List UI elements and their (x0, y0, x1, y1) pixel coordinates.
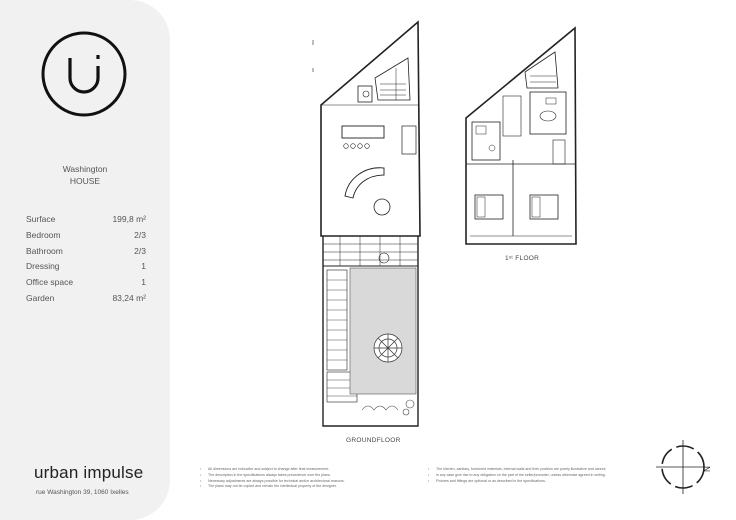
first-floor-plan (170, 0, 736, 520)
spec-row-bedroom (26, 230, 146, 246)
note-item: • The kitchen, sanitary, furnitured materials, internal walls and their position are purely illustrative and cannot (428, 467, 638, 473)
compass-north-label: N (702, 466, 711, 472)
brand-name: urban impulse (34, 463, 144, 482)
note-item: • Fixtures and fittings are optional or as described in the specifications. (428, 479, 638, 485)
note-item: • Necessary adjustments are always possible for technical and/or architectural reasons. (200, 479, 400, 485)
note-item: • All dimensions are indicative and subject to change after final measurement. (200, 467, 400, 473)
disclaimer-notes-right (428, 467, 638, 484)
spec-row-surface (26, 214, 146, 230)
spec-list (26, 214, 146, 309)
spec-value: 2/3 (134, 245, 146, 256)
spec-value: 83,24 m² (112, 292, 146, 303)
spec-row-office (26, 277, 146, 293)
compass-icon (654, 438, 712, 496)
info-sidebar (0, 0, 170, 520)
note-item: • The description in the specifications always takes precedence over the plans. (200, 473, 400, 479)
spec-label: Bathroom (26, 245, 63, 256)
brand-logo-icon (40, 30, 128, 118)
spec-label: Dressing (26, 261, 60, 272)
spec-label: Surface (26, 214, 56, 224)
spec-row-bathroom (26, 246, 146, 262)
spec-label: Office space (26, 277, 74, 288)
spec-label: Bedroom (26, 229, 61, 240)
disclaimer-notes-left (200, 467, 400, 490)
project-type: HOUSE (69, 176, 101, 186)
spec-row-dressing (26, 261, 146, 277)
floor-plans (170, 0, 736, 520)
note-item: • in any case give rise to any obligation on the part of the seller/promoter, unless otherwise agreed in writing. (428, 473, 638, 479)
address: rue Washington 39, 1060 Ixelles (36, 489, 129, 496)
spec-value: 1 (141, 277, 146, 288)
project-name: Washington (62, 164, 108, 174)
groundfloor-caption: GROUNDFLOOR (346, 437, 401, 444)
spec-label: Garden (26, 292, 55, 303)
spec-row-garden (26, 293, 146, 309)
note-item: • The plans may not be copied and remain the intellectual property of the designer. (200, 484, 400, 490)
spec-value: 199,8 m² (112, 214, 146, 224)
spec-value: 1 (141, 261, 146, 272)
spec-value: 2/3 (134, 229, 146, 240)
first-floor-caption: 1ˢᵗ FLOOR (505, 255, 540, 262)
